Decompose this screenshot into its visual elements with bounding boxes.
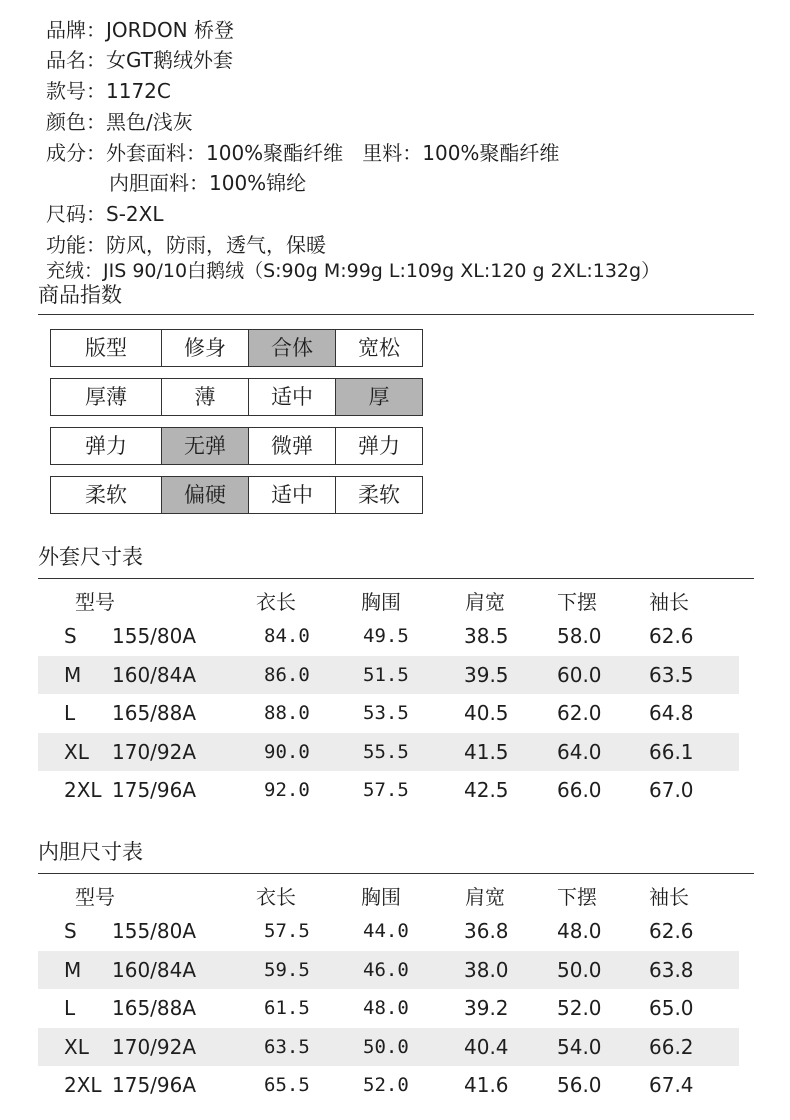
table-cell: 55.5 <box>363 740 409 763</box>
table-cell: 67.4 <box>649 1073 694 1098</box>
table-cell: 165/88A <box>112 996 197 1021</box>
table-cell: 54.0 <box>557 1034 602 1059</box>
column-header: 袖长 <box>649 590 689 614</box>
table-cell: 64.8 <box>649 701 694 726</box>
table-cell: 165/88A <box>112 701 197 726</box>
table-row <box>38 951 739 989</box>
table-cell: 175/96A <box>112 778 197 803</box>
table-cell: 60.0 <box>557 662 602 687</box>
size-row <box>46 199 163 229</box>
table-cell: M <box>64 957 82 982</box>
index-option-cell: 合体 <box>248 329 336 367</box>
table-cell: 88.0 <box>264 702 310 725</box>
function-value: 防风，防雨，透气，保暖 <box>106 233 326 257</box>
color-label: 颜色： <box>46 110 106 134</box>
index-option-cell: 适中 <box>248 476 336 514</box>
column-header: 肩宽 <box>465 590 505 614</box>
index-option-cell: 无弹 <box>161 427 249 465</box>
column-header: 胸围 <box>361 590 401 614</box>
column-header: 衣长 <box>256 885 296 909</box>
table-cell: 155/80A <box>112 919 197 943</box>
index-option-cell: 柔软 <box>335 476 423 514</box>
table-cell: 66.1 <box>649 739 694 764</box>
outer-table-divider <box>38 578 754 579</box>
table-cell: S <box>64 624 77 648</box>
table-cell: 62.6 <box>649 624 694 648</box>
table-row <box>38 656 739 694</box>
composition-row <box>46 138 559 168</box>
index-option-cell: 修身 <box>161 329 249 367</box>
table-cell: 64.0 <box>557 739 602 764</box>
column-header: 胸围 <box>361 885 401 909</box>
column-header: 下摆 <box>557 885 597 909</box>
table-cell: 39.5 <box>464 662 509 687</box>
table-cell: M <box>64 662 82 687</box>
index-label-cell: 柔软 <box>50 476 162 514</box>
table-row <box>38 912 739 950</box>
table-cell: 170/92A <box>112 1034 197 1059</box>
table-cell: 86.0 <box>264 663 310 686</box>
table-row <box>38 771 739 809</box>
table-row <box>38 989 739 1027</box>
table-cell: XL <box>64 739 89 764</box>
table-cell: L <box>64 701 76 726</box>
table-cell: 50.0 <box>363 1035 409 1058</box>
index-divider <box>38 314 754 315</box>
table-cell: 38.5 <box>464 624 509 648</box>
index-label-cell: 厚薄 <box>50 378 162 416</box>
table-cell: 41.5 <box>464 739 509 764</box>
composition-label: 成分： <box>46 141 106 165</box>
table-cell: 65.0 <box>649 996 694 1021</box>
table-cell: 57.5 <box>264 920 310 942</box>
table-cell: 46.0 <box>363 958 409 981</box>
table-cell: 66.2 <box>649 1034 694 1059</box>
composition-value: 外套面料：100%聚酯纤维 里料：100%聚酯纤维 <box>106 141 560 165</box>
style-row <box>46 76 171 106</box>
composition-value-2: 内胆面料：100%锦纶 <box>109 171 307 195</box>
table-cell: 92.0 <box>264 779 310 802</box>
table-cell: 40.5 <box>464 701 509 726</box>
table-cell: 65.5 <box>264 1074 310 1097</box>
table-cell: 48.0 <box>557 919 602 943</box>
size-label: 尺码： <box>46 202 106 226</box>
index-option-cell: 微弹 <box>248 427 336 465</box>
table-cell: 57.5 <box>363 779 409 802</box>
column-header: 衣长 <box>256 590 296 614</box>
table-cell: 62.0 <box>557 701 602 726</box>
column-header: 型号 <box>75 885 115 909</box>
table-row <box>38 617 739 655</box>
table-cell: 63.8 <box>649 957 694 982</box>
table-row <box>38 1066 739 1104</box>
filling-row <box>46 256 660 286</box>
color-row <box>46 107 193 137</box>
table-cell: S <box>64 919 77 943</box>
index-option-cell: 宽松 <box>335 329 423 367</box>
table-row <box>38 1028 739 1066</box>
style-label: 款号： <box>46 79 106 103</box>
table-cell: 62.6 <box>649 919 694 943</box>
table-cell: XL <box>64 1034 89 1059</box>
composition-row-2 <box>109 168 306 198</box>
table-cell: 90.0 <box>264 740 310 763</box>
index-option-cell: 厚 <box>335 378 423 416</box>
color-value: 黑色/浅灰 <box>106 110 193 134</box>
table-cell: 160/84A <box>112 662 197 687</box>
column-header: 下摆 <box>557 590 597 614</box>
index-option-cell: 弹力 <box>335 427 423 465</box>
table-cell: L <box>64 996 76 1021</box>
inner-table-title: 内胆尺寸表 <box>38 840 143 864</box>
brand-row <box>46 15 234 45</box>
index-option-cell: 偏硬 <box>161 476 249 514</box>
filling-value: JIS 90/10白鹅绒（S:90g M:99g L:109g XL:120 g 2XL:132g） <box>103 260 661 282</box>
table-cell: 63.5 <box>649 662 694 687</box>
table-row <box>38 733 739 771</box>
table-cell: 2XL <box>64 778 102 803</box>
table-cell: 63.5 <box>264 1035 310 1058</box>
index-label-cell: 弹力 <box>50 427 162 465</box>
table-cell: 160/84A <box>112 957 197 982</box>
table-cell: 41.6 <box>464 1073 509 1098</box>
brand-value: JORDON 桥登 <box>106 18 234 42</box>
brand-label: 品牌： <box>46 18 106 42</box>
table-cell: 39.2 <box>464 996 509 1021</box>
table-cell: 2XL <box>64 1073 102 1098</box>
style-value: 1172C <box>106 79 171 103</box>
table-cell: 50.0 <box>557 957 602 982</box>
name-label: 品名： <box>46 48 106 72</box>
table-cell: 84.0 <box>264 625 310 647</box>
size-value: S-2XL <box>106 202 164 226</box>
table-cell: 48.0 <box>363 997 409 1020</box>
table-cell: 51.5 <box>363 663 409 686</box>
table-cell: 61.5 <box>264 997 310 1020</box>
outer-table-title: 外套尺寸表 <box>38 545 143 569</box>
table-row <box>38 694 739 732</box>
table-cell: 36.8 <box>464 919 509 943</box>
name-value: 女GT鹅绒外套 <box>106 48 234 72</box>
name-row <box>46 45 233 75</box>
filling-label: 充绒： <box>46 260 104 282</box>
column-header: 型号 <box>75 590 115 614</box>
table-cell: 53.5 <box>363 702 409 725</box>
table-cell: 52.0 <box>363 1074 409 1097</box>
table-cell: 66.0 <box>557 778 602 803</box>
table-header <box>38 881 739 913</box>
table-cell: 38.0 <box>464 957 509 982</box>
index-title: 商品指数 <box>38 283 122 307</box>
column-header: 袖长 <box>649 885 689 909</box>
table-cell: 52.0 <box>557 996 602 1021</box>
table-cell: 56.0 <box>557 1073 602 1098</box>
table-cell: 58.0 <box>557 624 602 648</box>
table-cell: 175/96A <box>112 1073 197 1098</box>
table-cell: 59.5 <box>264 958 310 981</box>
index-option-cell: 薄 <box>161 378 249 416</box>
table-cell: 49.5 <box>363 625 409 647</box>
table-cell: 40.4 <box>464 1034 509 1059</box>
index-label-cell: 版型 <box>50 329 162 367</box>
function-label: 功能： <box>46 233 106 257</box>
table-cell: 67.0 <box>649 778 694 803</box>
column-header: 肩宽 <box>465 885 505 909</box>
table-cell: 44.0 <box>363 920 409 942</box>
table-cell: 42.5 <box>464 778 509 803</box>
index-option-cell: 适中 <box>248 378 336 416</box>
table-cell: 170/92A <box>112 739 197 764</box>
table-header <box>38 586 739 618</box>
inner-table-divider <box>38 873 754 874</box>
table-cell: 155/80A <box>112 624 197 648</box>
